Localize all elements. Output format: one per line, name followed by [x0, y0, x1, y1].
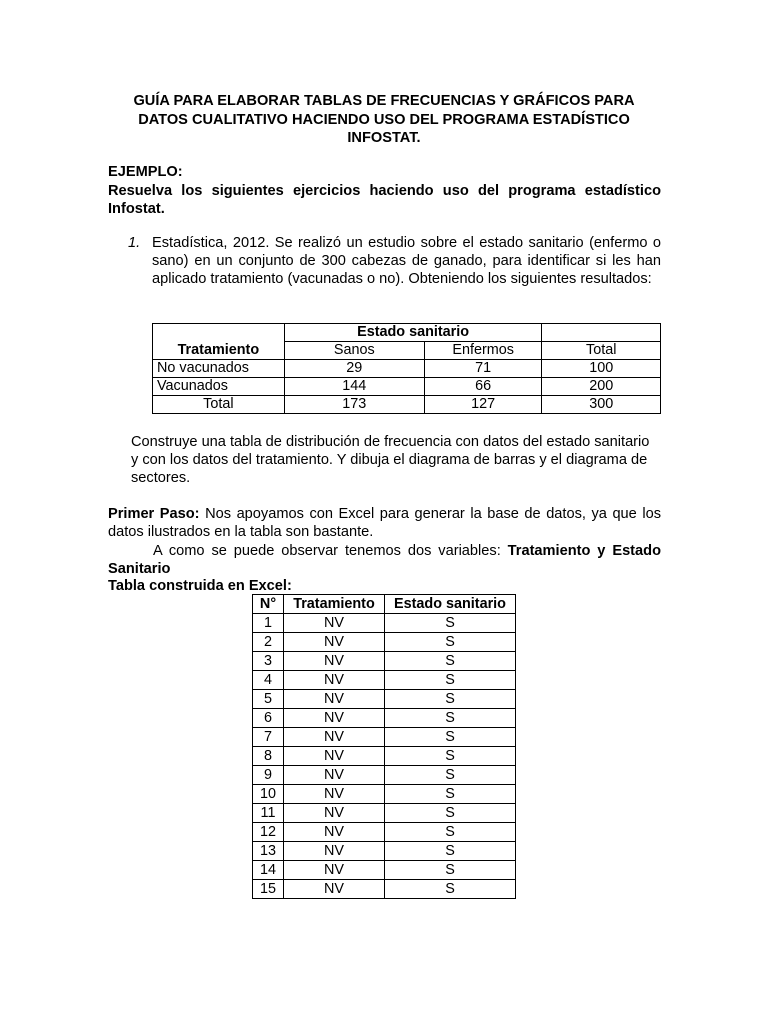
table-row	[153, 360, 661, 378]
table-cell: S	[385, 614, 516, 633]
table-cell: 13	[253, 842, 284, 861]
table-row	[253, 766, 516, 785]
table-row	[253, 842, 516, 861]
table-cell: 6	[253, 709, 284, 728]
table-cell: S	[385, 861, 516, 880]
table-row	[153, 324, 661, 342]
document-title	[108, 92, 660, 148]
table-cell: 66	[424, 378, 542, 396]
table-cell: 127	[424, 396, 542, 414]
table-row	[253, 861, 516, 880]
table-cell: S	[385, 633, 516, 652]
table-cell: 3	[253, 652, 284, 671]
table-cell: NV	[284, 614, 385, 633]
table-cell: NV	[284, 861, 385, 880]
table-cell: S	[385, 785, 516, 804]
table-row	[253, 823, 516, 842]
table-cell: 71	[424, 360, 542, 378]
table-cell: 15	[253, 880, 284, 899]
row-label: Total	[153, 396, 285, 414]
table-cell: 200	[542, 378, 661, 396]
table-row	[253, 614, 516, 633]
table-cell: S	[385, 709, 516, 728]
column-header-sanos: Sanos	[284, 342, 424, 360]
table-cell: NV	[284, 766, 385, 785]
table-cell: NV	[284, 880, 385, 899]
table-cell: 173	[284, 396, 424, 414]
column-header-total: Total	[542, 342, 661, 360]
table-cell-empty	[153, 324, 285, 342]
excel-table-body	[253, 614, 516, 899]
primer-paso-paragraph	[108, 505, 661, 541]
table-row	[253, 652, 516, 671]
header-cell-tratamiento: Tratamiento	[284, 595, 385, 614]
table-cell: NV	[284, 842, 385, 861]
table-row	[253, 671, 516, 690]
table-cell: NV	[284, 652, 385, 671]
table-cell: S	[385, 671, 516, 690]
header-cell-number: N°	[253, 595, 284, 614]
construye-paragraph: Construye una tabla de distribución de frecuencia con datos del estado sanitario y con los datos del tratamiento. Y dibuja el diagrama de barras y el diagrama de sectores.	[131, 434, 650, 486]
excel-table-heading: Tabla construida en Excel:	[108, 578, 292, 594]
table-cell: NV	[284, 728, 385, 747]
excel-table	[252, 594, 516, 899]
table-cell: 4	[253, 671, 284, 690]
table-cell: 7	[253, 728, 284, 747]
table-cell: 10	[253, 785, 284, 804]
table-row	[153, 342, 661, 360]
table-cell: NV	[284, 785, 385, 804]
table-cell: S	[385, 823, 516, 842]
row-label: Vacunados	[153, 378, 285, 396]
table-cell: NV	[284, 633, 385, 652]
exercise-text: Estadística, 2012. Se realizó un estudio sobre el estado sanitario (enfermo o sano) en un conjunto de 300 cabezas de ganado, para identificar si les han aplicado tratamiento (vacunadas o no). Obteniendo los siguientes resultados:	[152, 235, 661, 287]
table-cell: 5	[253, 690, 284, 709]
title-line-1: GUÍA PARA ELABORAR TABLAS DE FRECUENCIAS Y GRÁFICOS PARA	[133, 93, 635, 109]
table-cell: NV	[284, 709, 385, 728]
table-row	[253, 728, 516, 747]
table-cell: S	[385, 842, 516, 861]
table-cell: S	[385, 804, 516, 823]
table-cell: NV	[284, 747, 385, 766]
table-cell: 9	[253, 766, 284, 785]
table-cell: 14	[253, 861, 284, 880]
column-header-enfermos: Enfermos	[424, 342, 542, 360]
title-line-2: DATOS CUALITATIVO HACIENDO USO DEL PROGRAMA ESTADÍSTICO	[138, 111, 630, 128]
table-row	[253, 804, 516, 823]
variables-bold: Tratamiento y Estado Sanitario	[108, 543, 661, 577]
primer-paso-label: Primer Paso:	[108, 506, 200, 522]
table-row	[253, 690, 516, 709]
contingency-table	[152, 323, 661, 414]
table-cell: 144	[284, 378, 424, 396]
table-cell: S	[385, 766, 516, 785]
table-cell: NV	[284, 804, 385, 823]
table-cell: 11	[253, 804, 284, 823]
table-cell: NV	[284, 671, 385, 690]
table-cell: S	[385, 728, 516, 747]
title-line-3: INFOSTAT.	[347, 130, 421, 146]
table-cell: S	[385, 690, 516, 709]
ejemplo-heading: EJEMPLO:	[108, 164, 183, 180]
table-cell: S	[385, 652, 516, 671]
table-row	[153, 378, 661, 396]
header-cell-estado: Estado sanitario	[385, 595, 516, 614]
primer-paso-text: Nos apoyamos con Excel para generar la base de datos, ya que los datos ilustrados en la tabla son bastante.	[108, 506, 661, 540]
table-cell: 100	[542, 360, 661, 378]
table-cell: NV	[284, 823, 385, 842]
row-header-cell: Tratamiento	[153, 342, 285, 360]
table-cell: S	[385, 747, 516, 766]
table-cell-empty	[542, 324, 661, 342]
table-cell: 1	[253, 614, 284, 633]
table-cell: 12	[253, 823, 284, 842]
table-row	[253, 633, 516, 652]
table-cell: S	[385, 880, 516, 899]
row-label: No vacunados	[153, 360, 285, 378]
variables-text: A como se puede observar tenemos dos variables:	[153, 543, 508, 559]
table-row	[253, 880, 516, 899]
table-row	[253, 709, 516, 728]
table-cell: 2	[253, 633, 284, 652]
table-row	[253, 785, 516, 804]
table-cell: 29	[284, 360, 424, 378]
table-cell: 8	[253, 747, 284, 766]
instruction-text: Resuelva los siguientes ejercicios haciendo uso del programa estadístico Infostat.	[108, 183, 661, 217]
exercise-number: 1.	[128, 235, 141, 251]
table-cell: 300	[542, 396, 661, 414]
group-header-cell: Estado sanitario	[284, 324, 542, 342]
table-row	[153, 396, 661, 414]
variables-paragraph	[108, 542, 661, 578]
table-cell: NV	[284, 690, 385, 709]
table-row	[253, 747, 516, 766]
table-header-row	[253, 595, 516, 614]
